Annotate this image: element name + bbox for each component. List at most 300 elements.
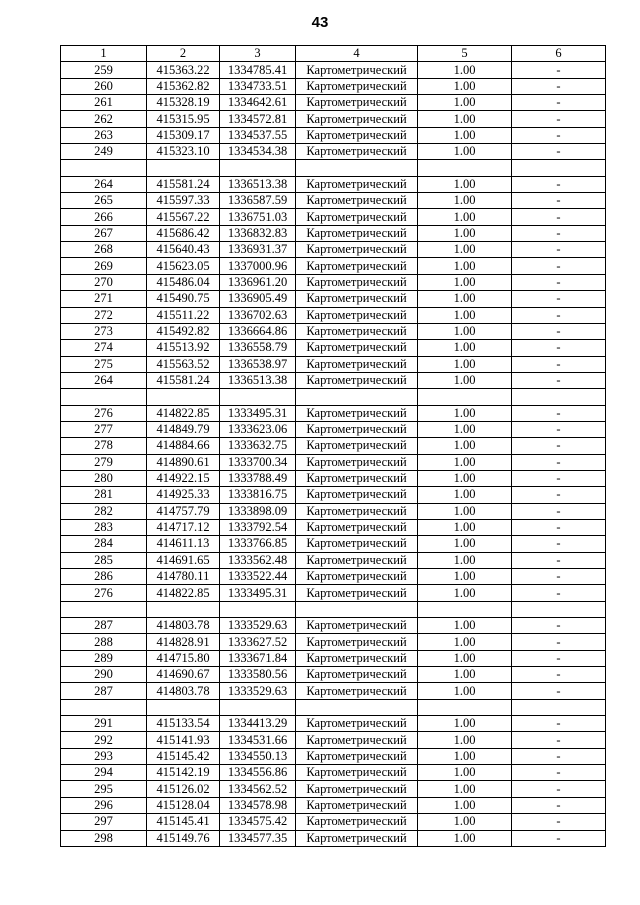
- table-cell: 1336513.38: [220, 372, 296, 388]
- table-cell: Картометрический: [296, 95, 418, 111]
- page-number: 43: [311, 14, 329, 31]
- column-header-4: 4: [296, 46, 418, 62]
- table-cell: Картометрический: [296, 552, 418, 568]
- table-cell: 1333766.85: [220, 536, 296, 552]
- table-cell: -: [512, 487, 606, 503]
- table-cell: 414611.13: [147, 536, 220, 552]
- table-cell: 415492.82: [147, 323, 220, 339]
- table-cell: Картометрический: [296, 421, 418, 437]
- table-cell: [220, 389, 296, 405]
- table-cell: 414828.91: [147, 634, 220, 650]
- table-row: [61, 78, 606, 94]
- table-row: [61, 470, 606, 486]
- table-cell: [61, 160, 147, 176]
- table-cell: 1.00: [418, 585, 512, 601]
- table-cell: Картометрический: [296, 618, 418, 634]
- table-row: [61, 127, 606, 143]
- table-cell: 1.00: [418, 765, 512, 781]
- table-cell: 1333816.75: [220, 487, 296, 503]
- table-cell: 1337000.96: [220, 258, 296, 274]
- table-cell: Картометрический: [296, 193, 418, 209]
- table-cell: Картометрический: [296, 242, 418, 258]
- table-row: [61, 144, 606, 160]
- table-cell: [147, 160, 220, 176]
- table-cell: -: [512, 323, 606, 339]
- table-row: [61, 634, 606, 650]
- table-row: [61, 765, 606, 781]
- table-cell: Картометрический: [296, 62, 418, 78]
- table-cell: 259: [61, 62, 147, 78]
- table-cell: 1336905.49: [220, 291, 296, 307]
- table-cell: [147, 601, 220, 617]
- table-cell: 1.00: [418, 340, 512, 356]
- table-cell: 292: [61, 732, 147, 748]
- table-cell: 1333792.54: [220, 519, 296, 535]
- table-cell: 271: [61, 291, 147, 307]
- table-cell: 1333562.48: [220, 552, 296, 568]
- table-cell: 1.00: [418, 438, 512, 454]
- table-cell: [296, 160, 418, 176]
- table-cell: -: [512, 372, 606, 388]
- table-cell: 287: [61, 683, 147, 699]
- table-cell: 297: [61, 814, 147, 830]
- table-header-row: [61, 46, 606, 62]
- table-cell: 1333522.44: [220, 569, 296, 585]
- table-cell: 1334578.98: [220, 797, 296, 813]
- table-cell: 1.00: [418, 454, 512, 470]
- table-cell: 1.00: [418, 536, 512, 552]
- table-cell: 1333529.63: [220, 683, 296, 699]
- table-cell: [418, 699, 512, 715]
- table-cell: [61, 601, 147, 617]
- table-cell: -: [512, 470, 606, 486]
- table-cell: 1.00: [418, 307, 512, 323]
- column-header-3: 3: [220, 46, 296, 62]
- table-cell: -: [512, 585, 606, 601]
- table-cell: Картометрический: [296, 585, 418, 601]
- table-cell: -: [512, 781, 606, 797]
- table-cell: 414780.11: [147, 569, 220, 585]
- table-cell: -: [512, 291, 606, 307]
- table-cell: -: [512, 307, 606, 323]
- table-cell: 273: [61, 323, 147, 339]
- table-cell: 415486.04: [147, 274, 220, 290]
- table-cell: 1336513.38: [220, 176, 296, 192]
- table-row: [61, 258, 606, 274]
- table-row: [61, 503, 606, 519]
- table-cell: 1.00: [418, 95, 512, 111]
- table-cell: 415145.41: [147, 814, 220, 830]
- table-cell: 1333495.31: [220, 405, 296, 421]
- table-cell: Картометрический: [296, 340, 418, 356]
- table-cell: Картометрический: [296, 781, 418, 797]
- table-cell: -: [512, 650, 606, 666]
- table-cell: 1336931.37: [220, 242, 296, 258]
- table-cell: 296: [61, 797, 147, 813]
- table-cell: 287: [61, 618, 147, 634]
- table-cell: 1334785.41: [220, 62, 296, 78]
- table-cell: 275: [61, 356, 147, 372]
- table-cell: 414849.79: [147, 421, 220, 437]
- table-cell: 414884.66: [147, 438, 220, 454]
- table-cell: 415597.33: [147, 193, 220, 209]
- table-cell: -: [512, 814, 606, 830]
- table-cell: 1336961.20: [220, 274, 296, 290]
- table-cell: Картометрический: [296, 454, 418, 470]
- table-cell: 1.00: [418, 667, 512, 683]
- table-row: [61, 454, 606, 470]
- table-cell: [220, 601, 296, 617]
- table-cell: 414690.67: [147, 667, 220, 683]
- table-cell: -: [512, 830, 606, 846]
- table-cell: Картометрический: [296, 274, 418, 290]
- table-cell: [296, 389, 418, 405]
- table-cell: 415126.02: [147, 781, 220, 797]
- table-cell: -: [512, 797, 606, 813]
- table-row: [61, 519, 606, 535]
- table-cell: [418, 601, 512, 617]
- table-cell: -: [512, 732, 606, 748]
- table-cell: 1.00: [418, 797, 512, 813]
- table-row: [61, 405, 606, 421]
- separator-row: [61, 601, 606, 617]
- table-cell: 415581.24: [147, 372, 220, 388]
- table-cell: [220, 160, 296, 176]
- table-cell: 415513.92: [147, 340, 220, 356]
- table-row: [61, 797, 606, 813]
- table-row: [61, 95, 606, 111]
- table-cell: 414890.61: [147, 454, 220, 470]
- table-cell: 1336558.79: [220, 340, 296, 356]
- table-row: [61, 356, 606, 372]
- table-cell: 1.00: [418, 111, 512, 127]
- table-cell: 1333788.49: [220, 470, 296, 486]
- table-cell: -: [512, 454, 606, 470]
- table-cell: 1.00: [418, 372, 512, 388]
- table-cell: Картометрический: [296, 127, 418, 143]
- table-cell: -: [512, 193, 606, 209]
- table-cell: 1.00: [418, 519, 512, 535]
- table-cell: 1.00: [418, 618, 512, 634]
- table-cell: 264: [61, 372, 147, 388]
- table-cell: 291: [61, 716, 147, 732]
- table-cell: 1336702.63: [220, 307, 296, 323]
- table-cell: 1.00: [418, 62, 512, 78]
- table-cell: 1334537.55: [220, 127, 296, 143]
- table-cell: 260: [61, 78, 147, 94]
- table-cell: 415133.54: [147, 716, 220, 732]
- table-cell: 1334556.86: [220, 765, 296, 781]
- table-cell: 1334572.81: [220, 111, 296, 127]
- table-cell: 1.00: [418, 569, 512, 585]
- table-cell: -: [512, 242, 606, 258]
- table-cell: 269: [61, 258, 147, 274]
- table-cell: -: [512, 274, 606, 290]
- table-cell: Картометрический: [296, 258, 418, 274]
- table-cell: 264: [61, 176, 147, 192]
- table-cell: Картометрический: [296, 830, 418, 846]
- table-cell: 1333671.84: [220, 650, 296, 666]
- table-cell: 415686.42: [147, 225, 220, 241]
- table-cell: 1334577.35: [220, 830, 296, 846]
- table-cell: 415323.10: [147, 144, 220, 160]
- table-cell: 277: [61, 421, 147, 437]
- table-cell: 415623.05: [147, 258, 220, 274]
- table-row: [61, 683, 606, 699]
- table-cell: Картометрический: [296, 536, 418, 552]
- table-cell: 1333632.75: [220, 438, 296, 454]
- table-cell: 415563.52: [147, 356, 220, 372]
- table-cell: Картометрический: [296, 470, 418, 486]
- table-row: [61, 242, 606, 258]
- table-cell: 415363.22: [147, 62, 220, 78]
- table-row: [61, 176, 606, 192]
- table-cell: 1.00: [418, 683, 512, 699]
- table-cell: 1334550.13: [220, 748, 296, 764]
- table-cell: Картометрический: [296, 683, 418, 699]
- table-cell: [147, 699, 220, 715]
- table-cell: 261: [61, 95, 147, 111]
- table-cell: 415581.24: [147, 176, 220, 192]
- table-cell: 1.00: [418, 634, 512, 650]
- table-cell: 283: [61, 519, 147, 535]
- table-cell: [512, 601, 606, 617]
- table-cell: 1.00: [418, 732, 512, 748]
- table-cell: -: [512, 258, 606, 274]
- table-cell: 268: [61, 242, 147, 258]
- table-cell: -: [512, 62, 606, 78]
- table-cell: Картометрический: [296, 634, 418, 650]
- table-cell: 414691.65: [147, 552, 220, 568]
- table-row: [61, 225, 606, 241]
- table-cell: Картометрический: [296, 176, 418, 192]
- table-row: [61, 732, 606, 748]
- table-row: [61, 716, 606, 732]
- table-cell: 280: [61, 470, 147, 486]
- table-cell: 415490.75: [147, 291, 220, 307]
- table-row: [61, 307, 606, 323]
- table-cell: 272: [61, 307, 147, 323]
- table-cell: 1333495.31: [220, 585, 296, 601]
- table-cell: 278: [61, 438, 147, 454]
- table-cell: Картометрический: [296, 307, 418, 323]
- table-cell: 288: [61, 634, 147, 650]
- coordinates-table: [60, 45, 606, 847]
- table-row: [61, 552, 606, 568]
- table-cell: 265: [61, 193, 147, 209]
- table-cell: 1334575.42: [220, 814, 296, 830]
- table-cell: 1334562.52: [220, 781, 296, 797]
- table-cell: Картометрический: [296, 209, 418, 225]
- table-row: [61, 372, 606, 388]
- table-cell: 414925.33: [147, 487, 220, 503]
- table-cell: -: [512, 127, 606, 143]
- table-cell: Картометрический: [296, 732, 418, 748]
- table-cell: Картометрический: [296, 291, 418, 307]
- table-cell: 415315.95: [147, 111, 220, 127]
- table-cell: 415567.22: [147, 209, 220, 225]
- table-cell: -: [512, 111, 606, 127]
- table-cell: 249: [61, 144, 147, 160]
- table-cell: 1.00: [418, 748, 512, 764]
- table-row: [61, 748, 606, 764]
- table-row: [61, 536, 606, 552]
- table-cell: -: [512, 405, 606, 421]
- table-cell: -: [512, 144, 606, 160]
- table-row: [61, 667, 606, 683]
- table-cell: 1336751.03: [220, 209, 296, 225]
- table-row: [61, 569, 606, 585]
- table-cell: 1.00: [418, 650, 512, 666]
- table-cell: Картометрический: [296, 225, 418, 241]
- table-row: [61, 274, 606, 290]
- table-cell: Картометрический: [296, 503, 418, 519]
- table-row: [61, 781, 606, 797]
- table-cell: Картометрический: [296, 519, 418, 535]
- table-cell: 1.00: [418, 487, 512, 503]
- table-cell: 1333623.06: [220, 421, 296, 437]
- table-cell: [512, 699, 606, 715]
- table-cell: Картометрический: [296, 78, 418, 94]
- table-cell: 1.00: [418, 176, 512, 192]
- table-cell: 1.00: [418, 356, 512, 372]
- table-row: [61, 111, 606, 127]
- table-cell: [512, 389, 606, 405]
- table-cell: -: [512, 667, 606, 683]
- table-cell: -: [512, 421, 606, 437]
- table-cell: 1336664.86: [220, 323, 296, 339]
- table-cell: 294: [61, 765, 147, 781]
- table-cell: 1.00: [418, 503, 512, 519]
- column-header-2: 2: [147, 46, 220, 62]
- column-header-1: 1: [61, 46, 147, 62]
- table-cell: -: [512, 340, 606, 356]
- table-cell: 414757.79: [147, 503, 220, 519]
- table-row: [61, 618, 606, 634]
- table-cell: Картометрический: [296, 569, 418, 585]
- table-cell: -: [512, 536, 606, 552]
- table-cell: 414803.78: [147, 683, 220, 699]
- table-cell: 415142.19: [147, 765, 220, 781]
- table-cell: 1334413.29: [220, 716, 296, 732]
- table-row: [61, 323, 606, 339]
- table-cell: 276: [61, 405, 147, 421]
- column-header-5: 5: [418, 46, 512, 62]
- table-cell: 415145.42: [147, 748, 220, 764]
- table-row: [61, 421, 606, 437]
- table-cell: 1336832.83: [220, 225, 296, 241]
- table-cell: -: [512, 552, 606, 568]
- table-cell: 1.00: [418, 552, 512, 568]
- table-cell: -: [512, 438, 606, 454]
- table-cell: 293: [61, 748, 147, 764]
- column-header-6: 6: [512, 46, 606, 62]
- table-cell: Картометрический: [296, 372, 418, 388]
- table-cell: 1.00: [418, 209, 512, 225]
- table-cell: 414922.15: [147, 470, 220, 486]
- table-cell: 415640.43: [147, 242, 220, 258]
- table-cell: 1.00: [418, 405, 512, 421]
- table-cell: 1336587.59: [220, 193, 296, 209]
- table-cell: 1334733.51: [220, 78, 296, 94]
- table-cell: Картометрический: [296, 716, 418, 732]
- table-cell: 1.00: [418, 470, 512, 486]
- table-cell: Картометрический: [296, 765, 418, 781]
- table-cell: 282: [61, 503, 147, 519]
- table-cell: [220, 699, 296, 715]
- table-cell: 279: [61, 454, 147, 470]
- table-cell: -: [512, 209, 606, 225]
- table-cell: 1.00: [418, 225, 512, 241]
- table-cell: Картометрический: [296, 650, 418, 666]
- table-cell: 1333529.63: [220, 618, 296, 634]
- table-cell: -: [512, 569, 606, 585]
- table-cell: 414717.12: [147, 519, 220, 535]
- table-cell: 1.00: [418, 323, 512, 339]
- table-cell: 415511.22: [147, 307, 220, 323]
- table-cell: 276: [61, 585, 147, 601]
- table-cell: 295: [61, 781, 147, 797]
- table-cell: -: [512, 225, 606, 241]
- table-cell: -: [512, 519, 606, 535]
- table-row: [61, 62, 606, 78]
- table-cell: 1333700.34: [220, 454, 296, 470]
- table-cell: 415128.04: [147, 797, 220, 813]
- table-row: [61, 438, 606, 454]
- table-cell: 1.00: [418, 814, 512, 830]
- table-cell: Картометрический: [296, 487, 418, 503]
- table-cell: [512, 160, 606, 176]
- table-cell: 1.00: [418, 193, 512, 209]
- table-row: [61, 814, 606, 830]
- table-cell: [296, 699, 418, 715]
- table-row: [61, 585, 606, 601]
- table-cell: 274: [61, 340, 147, 356]
- table-cell: 1.00: [418, 258, 512, 274]
- table-cell: Картометрический: [296, 748, 418, 764]
- table-cell: 1.00: [418, 830, 512, 846]
- table-cell: 263: [61, 127, 147, 143]
- table-cell: 298: [61, 830, 147, 846]
- table-cell: [418, 160, 512, 176]
- table-cell: 415362.82: [147, 78, 220, 94]
- table-cell: 414803.78: [147, 618, 220, 634]
- table-cell: [147, 389, 220, 405]
- table-cell: 290: [61, 667, 147, 683]
- table-cell: Картометрический: [296, 667, 418, 683]
- table-row: [61, 487, 606, 503]
- table-cell: -: [512, 765, 606, 781]
- table-cell: 1.00: [418, 291, 512, 307]
- table-cell: 1.00: [418, 781, 512, 797]
- table-cell: 281: [61, 487, 147, 503]
- table-row: [61, 209, 606, 225]
- table-row: [61, 340, 606, 356]
- table-row: [61, 193, 606, 209]
- table-cell: 262: [61, 111, 147, 127]
- table-cell: 1336538.97: [220, 356, 296, 372]
- table-cell: Картометрический: [296, 814, 418, 830]
- table-cell: 415328.19: [147, 95, 220, 111]
- table-cell: -: [512, 356, 606, 372]
- table-cell: 1.00: [418, 421, 512, 437]
- table-cell: 1334642.61: [220, 95, 296, 111]
- table-cell: 1333627.52: [220, 634, 296, 650]
- table-cell: 284: [61, 536, 147, 552]
- table-cell: -: [512, 618, 606, 634]
- separator-row: [61, 699, 606, 715]
- table-cell: 415149.76: [147, 830, 220, 846]
